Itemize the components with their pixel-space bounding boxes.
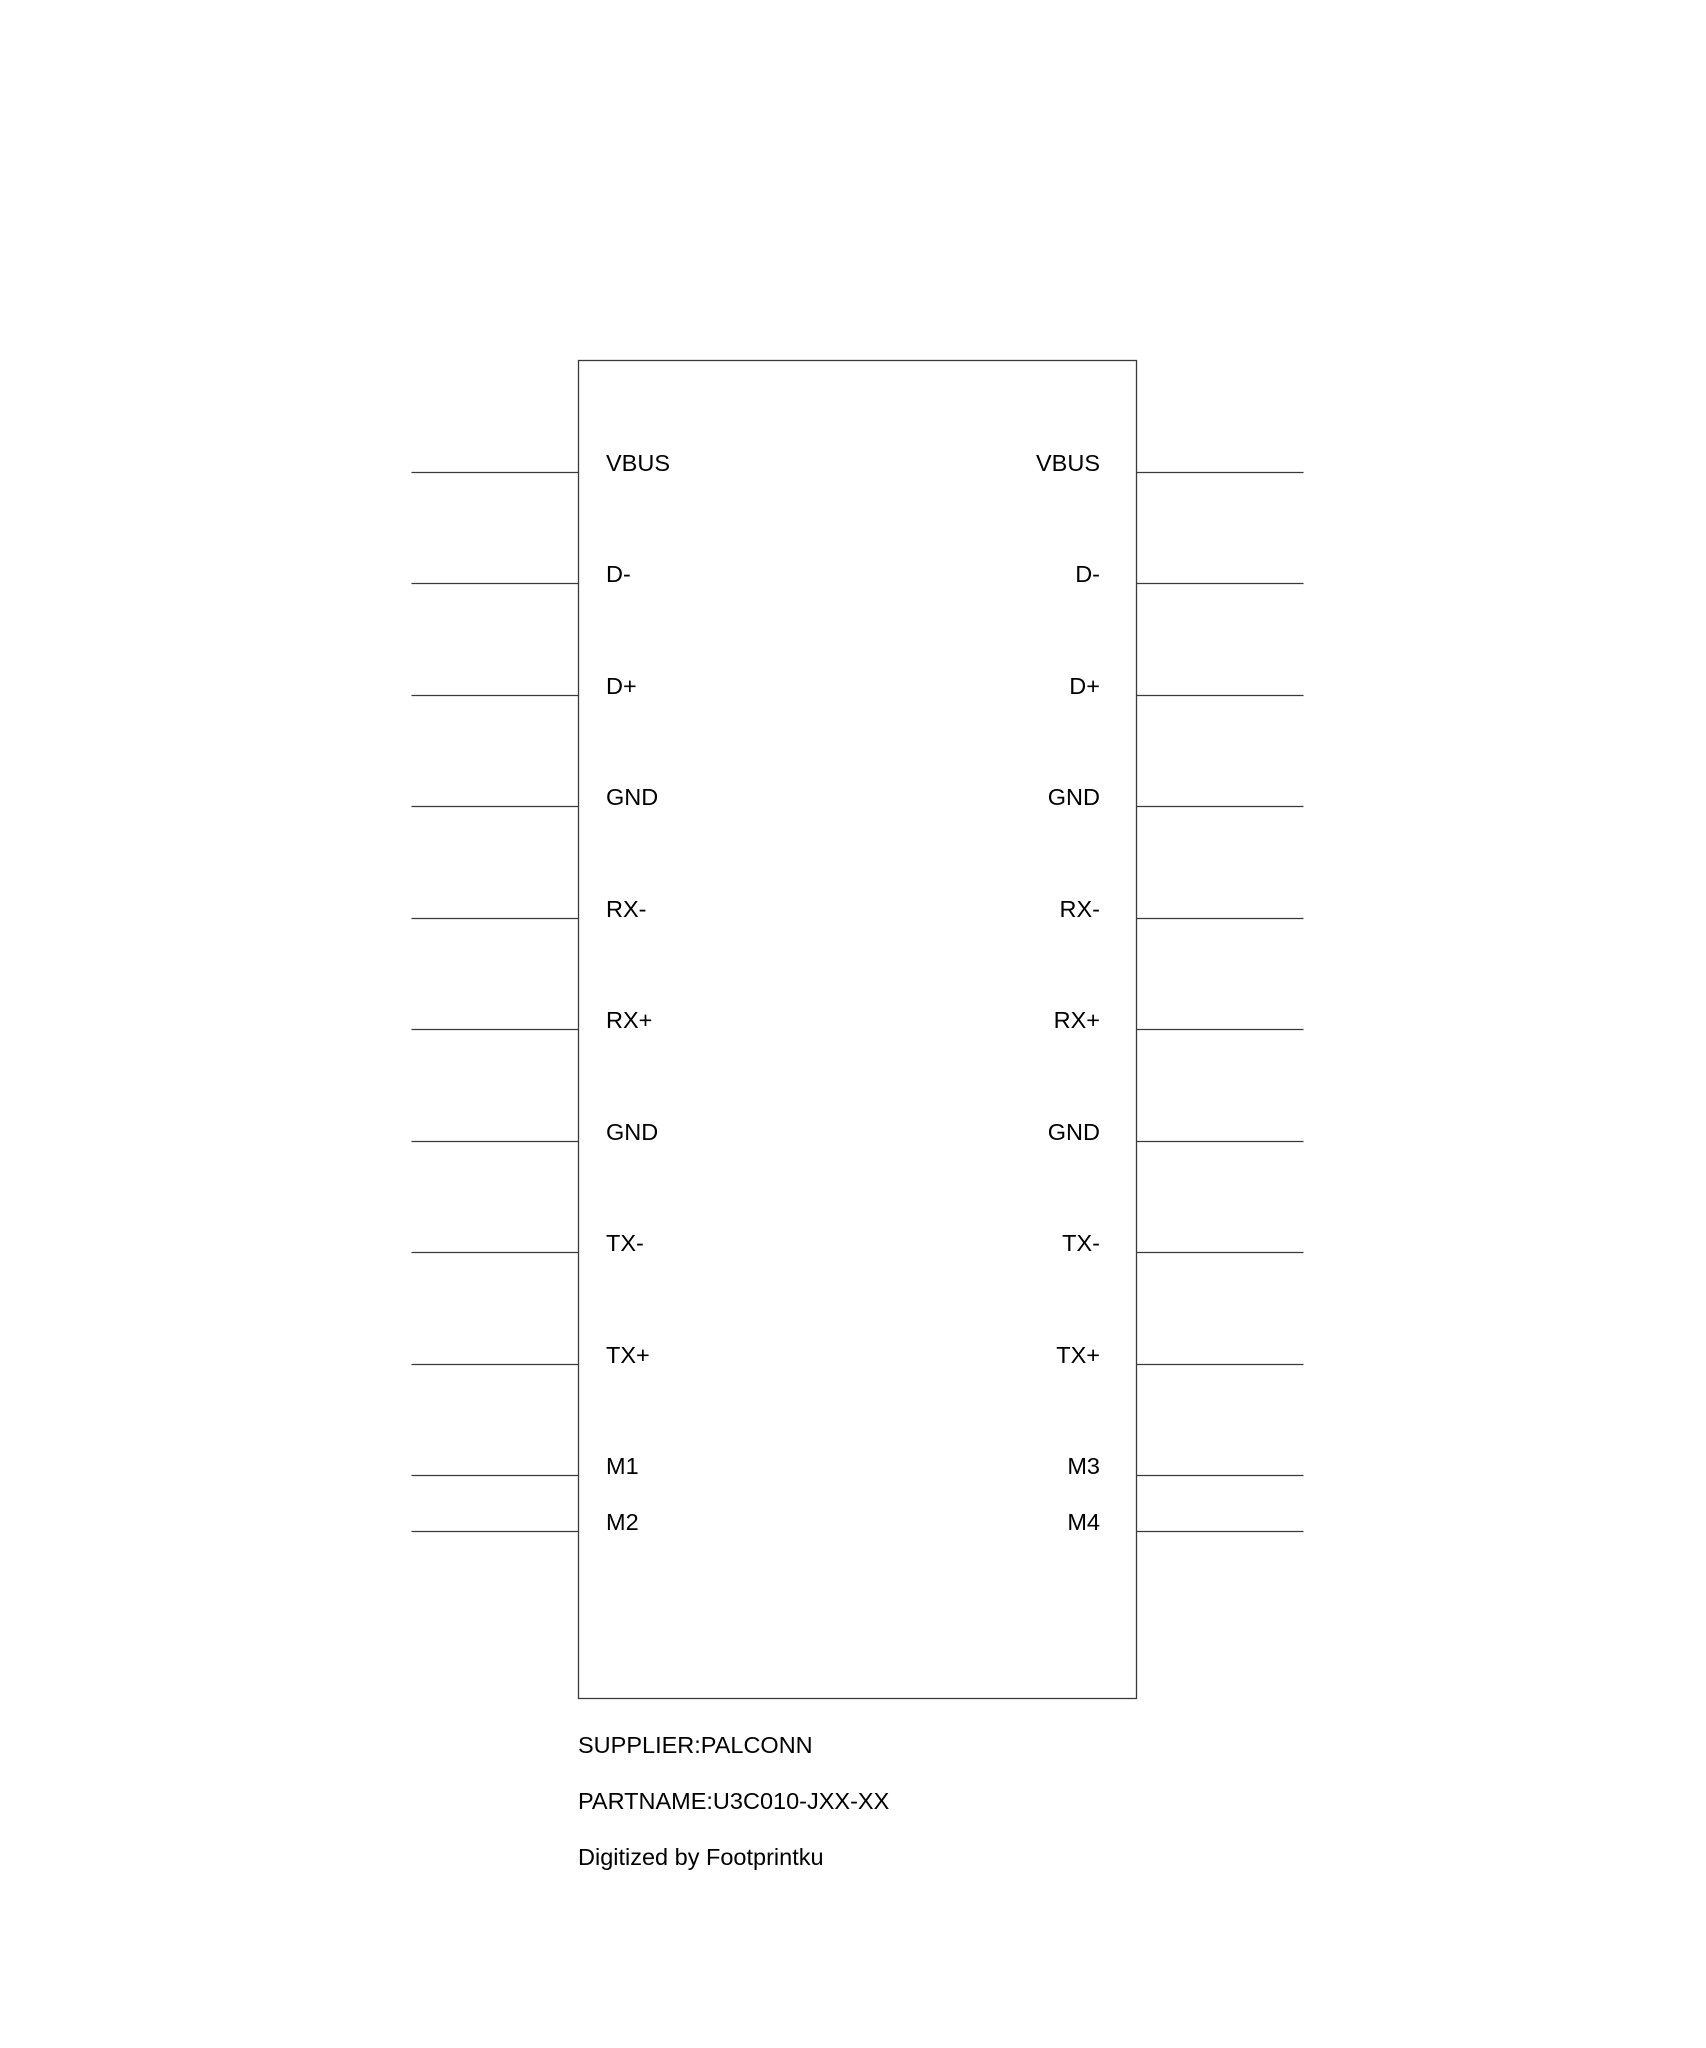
left-pin-label: D+ <box>606 673 637 699</box>
left-pin-label: GND <box>606 784 659 810</box>
left-pin-label: RX- <box>606 896 647 922</box>
right-pin-label: M4 <box>1067 1509 1100 1535</box>
right-pin-label: VBUS <box>1036 450 1100 476</box>
left-pin-label: M1 <box>606 1453 639 1479</box>
left-pin-label: M2 <box>606 1509 639 1535</box>
left-pin-label: GND <box>606 1119 659 1145</box>
digitized-by-text: Digitized by Footprintku <box>578 1844 824 1870</box>
partname-text: PARTNAME:U3C010-JXX-XX <box>578 1788 890 1814</box>
right-pin-label: D+ <box>1069 673 1100 699</box>
left-pin-group <box>412 450 671 1535</box>
left-pin-label: RX+ <box>606 1007 653 1033</box>
left-pin-label: D- <box>606 561 631 587</box>
right-pin-label: TX+ <box>1056 1342 1100 1368</box>
left-pin-label: TX- <box>606 1230 644 1256</box>
left-pin-label: TX+ <box>606 1342 650 1368</box>
left-pin-label: VBUS <box>606 450 670 476</box>
right-pin-label: TX- <box>1062 1230 1100 1256</box>
right-pin-label: RX- <box>1059 896 1100 922</box>
right-pin-label: D- <box>1075 561 1100 587</box>
right-pin-label: GND <box>1047 784 1100 810</box>
right-pin-group <box>1036 450 1304 1535</box>
right-pin-label: M3 <box>1067 1453 1100 1479</box>
supplier-text: SUPPLIER:PALCONN <box>578 1732 813 1758</box>
right-pin-label: RX+ <box>1053 1007 1100 1033</box>
right-pin-label: GND <box>1047 1119 1100 1145</box>
